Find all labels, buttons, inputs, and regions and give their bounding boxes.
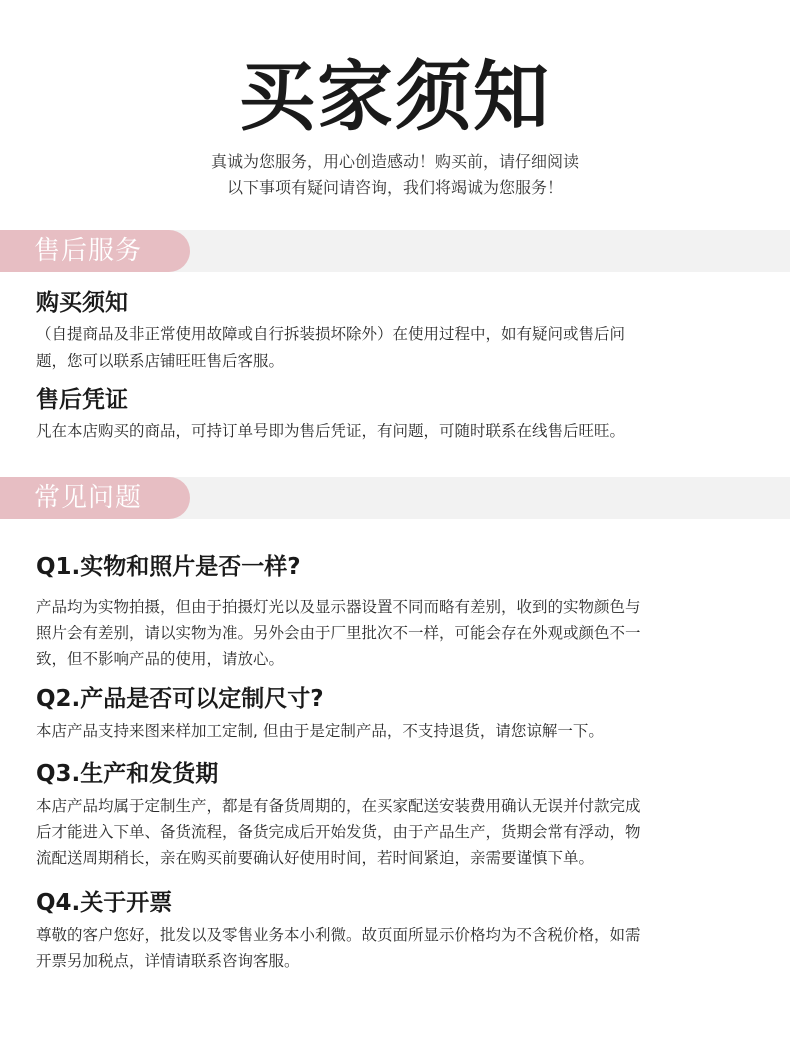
faq-question-3: Q3.生产和发货期 bbox=[36, 761, 219, 787]
faq-question-2: Q2.产品是否可以定制尺寸? bbox=[36, 686, 324, 712]
body-line: 凡在本店购买的商品，可持订单号即为售后凭证，有问题，可随时联系在线售后旺旺。 bbox=[36, 422, 626, 440]
intro-line-1: 真诚为您服务，用心创造感动！购买前，请仔细阅读 bbox=[210, 152, 579, 171]
section-bar-after-sales bbox=[0, 230, 790, 272]
body-line: 照片会有差别，请以实物为准。另外会由于厂里批次不一样，可能会存在外观或颜色不一 bbox=[36, 624, 641, 642]
section-bar-faq bbox=[0, 477, 790, 519]
body-line: 流配送周期稍长，亲在购买前要确认好使用时间，若时间紧迫，亲需要谨慎下单。 bbox=[36, 849, 595, 867]
body-line: （自提商品及非正常使用故障或自行拆装损坏除外）在使用过程中，如有疑问或售后问 bbox=[36, 325, 626, 343]
heading-purchase-notice: 购买须知 bbox=[36, 290, 128, 316]
body-line: 开票另加税点，详情请联系咨询客服。 bbox=[36, 952, 300, 970]
body-line: 题，您可以联系店铺旺旺售后客服。 bbox=[36, 352, 285, 370]
faq-question-1: Q1.实物和照片是否一样? bbox=[36, 554, 301, 580]
intro-line-2: 以下事项有疑问请咨询，我们将竭诚为您服务！ bbox=[226, 178, 563, 197]
body-line: 本店产品均属于定制生产，都是有备货周期的，在买家配送安装费用确认无误并付款完成 bbox=[36, 797, 641, 815]
heading-after-sales-proof: 售后凭证 bbox=[36, 387, 128, 413]
section-label-after-sales: 售后服务 bbox=[34, 236, 143, 266]
page-title: 买家须知 bbox=[239, 52, 551, 141]
body-line: 后才能进入下单、备货流程，备货完成后开始发货，由于产品生产，货期会常有浮动，物 bbox=[36, 823, 641, 841]
body-line: 致，但不影响产品的使用，请放心。 bbox=[36, 650, 285, 668]
body-line: 尊敬的客户您好，批发以及零售业务本小利微。故页面所显示价格均为不含税价格，如需 bbox=[36, 926, 641, 944]
body-line: 产品均为实物拍摄，但由于拍摄灯光以及显示器设置不同而略有差别，收到的实物颜色与 bbox=[36, 598, 641, 616]
section-label-faq: 常见问题 bbox=[34, 483, 143, 513]
section-tab bbox=[0, 477, 190, 519]
faq-question-4: Q4.关于开票 bbox=[36, 890, 173, 916]
body-line: 本店产品支持来图来样加工定制, 但由于是定制产品，不支持退货，请您谅解一下。 bbox=[36, 722, 604, 740]
section-tab bbox=[0, 230, 190, 272]
